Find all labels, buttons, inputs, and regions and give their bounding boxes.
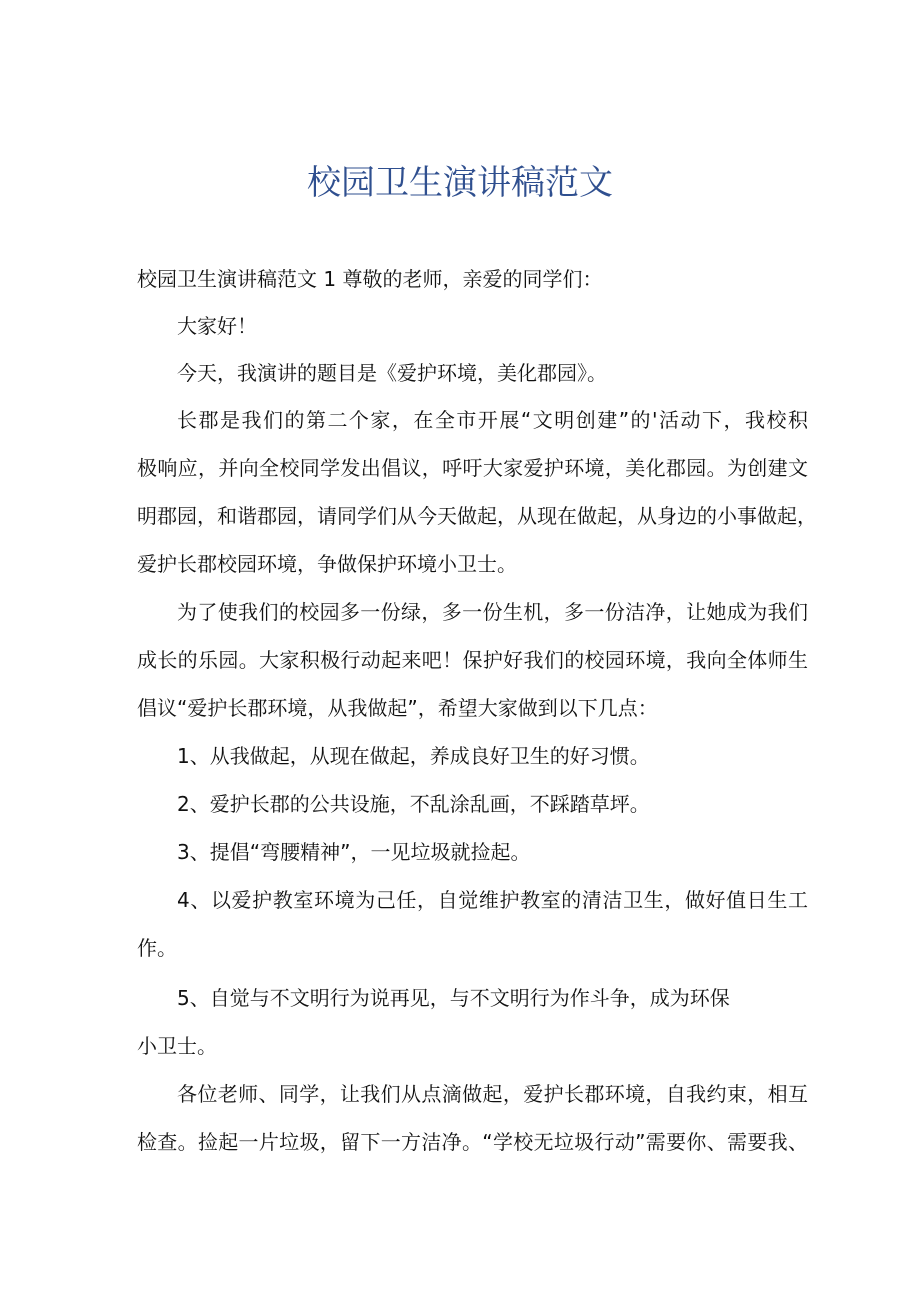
paragraph-line: 校园卫生演讲稿范文 1 尊敬的老师，亲爱的同学们： [137, 267, 603, 291]
paragraph-line: 为了使我们的校园多一份绿，多一份生机，多一份洁净，让她成为我们 [177, 600, 808, 624]
list-item: 5、自觉与不文明行为说再见，与不文明行为作斗争，成为环保 [177, 986, 730, 1010]
list-item: 1、从我做起，从现在做起，养成良好卫生的好习惯。 [177, 744, 650, 768]
paragraph-line: 极响应，并向全校同学发出倡议，呼吁大家爱护环境，美化郡园。为创建文 [137, 456, 808, 480]
list-item: 4、以爱护教室环境为己任，自觉维护教室的清洁卫生，做好值日生工 [177, 888, 808, 912]
paragraph-line: 检查。捡起一片垃圾，留下一方洁净。“学校无垃圾行动”需要你、需要我、 [137, 1130, 808, 1154]
paragraph-line: 今天，我演讲的题目是《爱护环境，美化郡园》。 [177, 361, 607, 385]
paragraph-line: 大家好！ [177, 314, 257, 338]
document-title: 校园卫生演讲稿范文 [307, 163, 613, 203]
paragraph-line: 明郡园，和谐郡园，请同学们从今天做起，从现在做起，从身边的小事做起， [137, 504, 817, 528]
list-item: 3、提倡“弯腰精神”，一见垃圾就捡起。 [177, 840, 531, 864]
paragraph-line: 长郡是我们的第二个家，在全市开展“文明创建”的'活动下，我校积 [177, 408, 808, 432]
paragraph-line: 成长的乐园。大家积极行动起来吧！保护好我们的校园环境，我向全体师生 [137, 648, 808, 672]
list-item: 2、爱护长郡的公共设施，不乱涂乱画，不踩踏草坪。 [177, 792, 650, 816]
paragraph-line: 爱护长郡校园环境，争做保护环境小卫士。 [137, 552, 517, 576]
paragraph-line: 各位老师、同学，让我们从点滴做起，爱护长郡环境，自我约束，相互 [177, 1082, 808, 1106]
list-item-continuation: 作。 [137, 936, 177, 960]
list-item-continuation: 小卫士。 [137, 1034, 217, 1058]
paragraph-line: 倡议“爱护长郡环境，从我做起”，希望大家做到以下几点： [137, 696, 658, 720]
